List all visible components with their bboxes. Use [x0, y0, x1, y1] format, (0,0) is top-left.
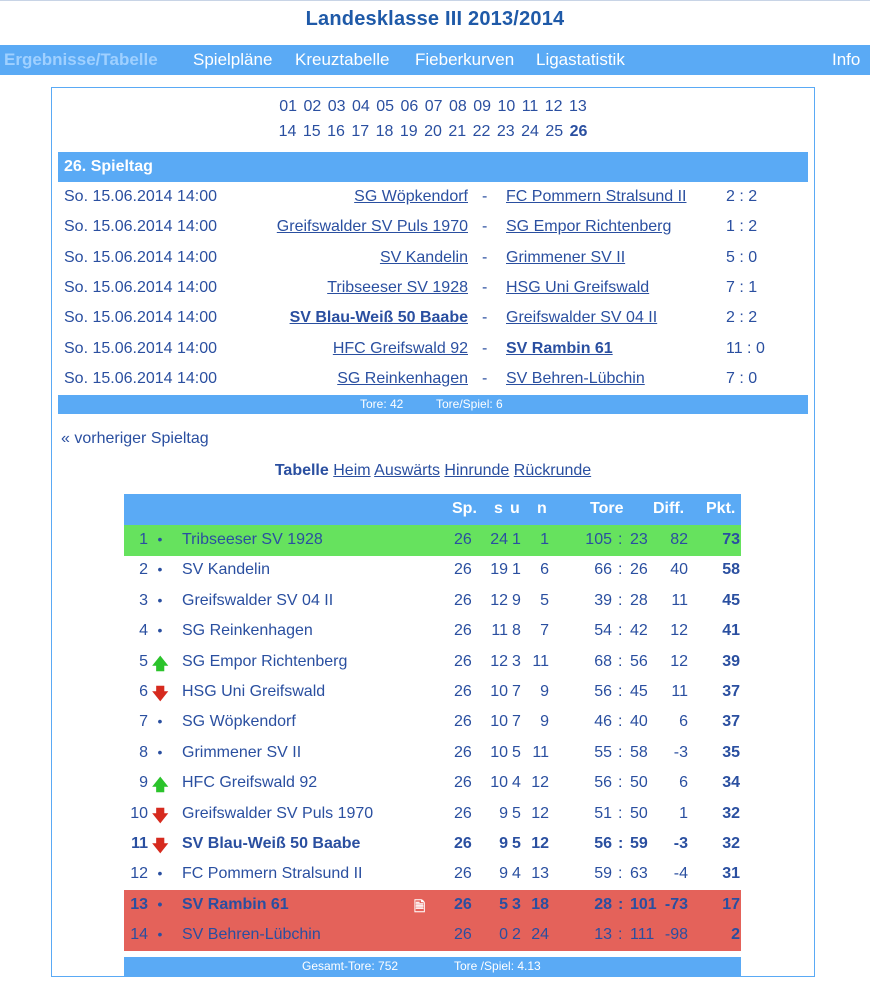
- wins: 10: [490, 683, 508, 700]
- goals-against: 26: [630, 561, 648, 579]
- goals-colon: :: [618, 895, 624, 913]
- previous-matchday-link[interactable]: « vorheriger Spieltag: [61, 430, 209, 447]
- spieltag-footer: [58, 395, 808, 414]
- match-separator: -: [482, 188, 488, 205]
- rank-cell: 2: [139, 561, 148, 579]
- wins: 9: [499, 804, 508, 822]
- goal-difference: -3: [673, 743, 688, 761]
- games-played: 26: [454, 895, 472, 913]
- rank-cell: 11: [131, 835, 148, 852]
- matchday-link-10[interactable]: 10: [497, 98, 516, 115]
- matchday-link-05[interactable]: 05: [376, 98, 394, 115]
- goal-difference: 6: [679, 774, 688, 792]
- rank-cell: 14: [130, 926, 148, 944]
- tab-hinrunde[interactable]: Hinrunde: [444, 462, 510, 479]
- match-row: [58, 365, 808, 395]
- rank-cell: 12: [130, 865, 148, 883]
- match-date: So. 15.06.2014 14:00: [64, 218, 218, 236]
- goal-difference: 6: [679, 713, 688, 731]
- matchday-link-25[interactable]: 25: [545, 123, 564, 140]
- match-separator: -: [482, 369, 488, 387]
- goals-for: 56: [594, 774, 612, 792]
- match-away-team[interactable]: FC Pommern Stralsund II: [506, 188, 687, 205]
- match-row: [58, 274, 808, 304]
- games-played: 26: [454, 622, 472, 640]
- wins: 11: [491, 622, 508, 640]
- games-played: 26: [454, 531, 472, 548]
- match-home-team[interactable]: SV Kandelin: [379, 248, 468, 266]
- dot-icon: •: [157, 926, 163, 943]
- match-result: 2 : 2: [726, 309, 758, 327]
- goals-colon: :: [618, 804, 623, 822]
- goals-against: 40: [630, 713, 648, 731]
- table-row[interactable]: [124, 647, 741, 678]
- games-played: 26: [454, 561, 472, 579]
- rank-cell: 4: [139, 622, 148, 640]
- matchday-link-13[interactable]: 13: [569, 98, 587, 115]
- goal-difference: -3: [673, 835, 688, 852]
- matchday-link-20[interactable]: 20: [424, 123, 442, 140]
- losses: 6: [540, 561, 549, 579]
- match-result: 2 : 2: [726, 188, 758, 205]
- goals-for: 68: [594, 652, 612, 670]
- games-played: 26: [454, 591, 472, 609]
- matchday-link-01[interactable]: 01: [279, 98, 297, 115]
- match-away-team[interactable]: HSG Uni Greifswald: [506, 278, 650, 296]
- match-result: 7 : 1: [726, 278, 758, 296]
- match-date: So. 15.06.2014 14:00: [64, 339, 218, 357]
- goals-colon: :: [618, 774, 623, 792]
- header-sp: Sp.: [452, 500, 477, 517]
- spieltag-goals: Tore: 42: [360, 397, 404, 411]
- goals-against: 50: [630, 774, 648, 792]
- draws: 4: [512, 865, 521, 883]
- wins: 0: [499, 926, 508, 944]
- table-view-tabs: [52, 462, 814, 480]
- goals-colon: :: [618, 531, 623, 548]
- goals-colon: :: [618, 591, 623, 609]
- wins: 9: [499, 865, 508, 883]
- goals-for: 56: [594, 835, 612, 852]
- draws: 1: [512, 561, 521, 579]
- wins: 5: [499, 895, 508, 913]
- losses: 11: [532, 652, 549, 670]
- points: 17: [722, 895, 740, 913]
- draws: 3: [512, 652, 521, 670]
- wins: 24: [490, 531, 508, 548]
- arrow-down-icon: 🡇: [152, 807, 169, 825]
- goals-colon: :: [618, 652, 623, 670]
- goals-against: 111: [630, 926, 655, 944]
- goal-difference: 12: [670, 652, 688, 670]
- points: 39: [722, 652, 740, 670]
- goals-against: 63: [630, 865, 648, 883]
- team-name[interactable]: Grimmener SV II: [182, 743, 302, 761]
- match-date: So. 15.06.2014 14:00: [64, 248, 218, 266]
- rank-cell: 7: [139, 713, 148, 731]
- matchday-link-11[interactable]: 11: [521, 98, 539, 115]
- matchday-link-17[interactable]: 17: [351, 123, 370, 140]
- match-result: 1 : 2: [726, 218, 758, 236]
- goal-difference: 40: [670, 561, 688, 579]
- match-home-team[interactable]: HFC Greifswald 92: [332, 339, 468, 357]
- match-home-team[interactable]: Greifswalder SV Puls 1970: [276, 218, 468, 236]
- match-separator: -: [482, 339, 488, 357]
- nav-info[interactable]: Info: [832, 50, 861, 69]
- match-home-team[interactable]: Tribseeser SV 1928: [327, 278, 468, 296]
- table-row[interactable]: [124, 677, 741, 708]
- points: 73: [722, 531, 740, 548]
- wins: 19: [490, 561, 508, 579]
- table-row[interactable]: [124, 525, 741, 556]
- team-name[interactable]: SG Empor Richtenberg: [182, 652, 348, 670]
- goals-colon: :: [618, 561, 623, 579]
- goal-difference: 82: [670, 531, 688, 548]
- rank-cell: 8: [139, 743, 148, 761]
- nav-spielplaene[interactable]: Spielpläne: [193, 50, 273, 69]
- goals-colon: :: [618, 865, 623, 883]
- dot-icon: •: [157, 561, 163, 578]
- goals-for: 39: [594, 591, 612, 609]
- points: 32: [722, 804, 740, 822]
- goal-difference: 1: [679, 804, 688, 822]
- matchday-link-02[interactable]: 02: [303, 98, 322, 115]
- page-title: Landesklasse III 2013/2014: [305, 8, 565, 30]
- match-home-team[interactable]: SV Blau-Weiß 50 Baabe: [289, 309, 468, 327]
- losses: 12: [531, 835, 549, 852]
- team-name[interactable]: Greifswalder SV Puls 1970: [182, 804, 374, 822]
- match-result: 7 : 0: [726, 369, 758, 387]
- header-tore: Tore: [590, 500, 624, 517]
- games-played: 26: [454, 713, 472, 731]
- goal-difference: 11: [671, 683, 688, 700]
- arrow-down-icon: 🡇: [152, 686, 169, 703]
- matchday-link-03[interactable]: 03: [327, 98, 346, 115]
- match-result: 5 : 0: [726, 248, 758, 266]
- document-icon[interactable]: 🗎: [414, 897, 426, 914]
- match-row: [58, 213, 808, 243]
- rank-cell: 9: [139, 774, 148, 792]
- dot-icon: •: [157, 895, 163, 912]
- tab-auswaerts[interactable]: Auswärts: [374, 462, 440, 479]
- nav-ergebnisse-tabelle[interactable]: Ergebnisse/Tabelle: [4, 50, 158, 69]
- losses: 12: [531, 774, 549, 792]
- match-separator: -: [482, 248, 488, 266]
- dot-icon: •: [157, 622, 163, 639]
- match-date: So. 15.06.2014 14:00: [64, 309, 218, 327]
- team-name[interactable]: SV Kandelin: [182, 561, 271, 579]
- team-name[interactable]: Tribseeser SV 1928: [182, 531, 323, 548]
- goal-difference: -4: [673, 865, 688, 883]
- dot-icon: •: [157, 591, 163, 608]
- table-row[interactable]: [124, 768, 741, 799]
- team-name[interactable]: SG Wöpkendorf: [182, 713, 296, 731]
- games-played: 26: [454, 835, 472, 852]
- match-separator: -: [482, 218, 488, 236]
- points: 37: [722, 683, 740, 700]
- goals-for: 13: [594, 926, 612, 944]
- dot-icon: •: [157, 865, 163, 882]
- match-home-team[interactable]: SG Wöpkendorf: [354, 188, 468, 205]
- team-name[interactable]: HSG Uni Greifswald: [182, 683, 326, 700]
- matchday-link-06[interactable]: 06: [400, 98, 419, 115]
- matchday-selector-row-1: [52, 98, 814, 116]
- matchday-selector-row-2: [52, 123, 814, 141]
- points: 58: [722, 561, 740, 579]
- table-total-goals: Gesamt-Tore: 752: [302, 959, 399, 973]
- goal-difference: -98: [664, 926, 688, 944]
- matchday-link-24[interactable]: 24: [521, 123, 539, 140]
- team-name[interactable]: SV Blau-Weiß 50 Baabe: [182, 835, 361, 852]
- losses: 24: [531, 926, 549, 944]
- matchday-link-18[interactable]: 18: [375, 123, 394, 140]
- table-row[interactable]: [124, 859, 741, 890]
- team-name[interactable]: SG Reinkenhagen: [182, 622, 313, 640]
- nav-fieberkurven[interactable]: Fieberkurven: [415, 50, 515, 69]
- losses: 11: [532, 743, 549, 761]
- dot-icon: •: [157, 531, 163, 547]
- match-row: [58, 304, 808, 334]
- draws: 2: [512, 926, 521, 944]
- matchday-link-23[interactable]: 23: [496, 123, 515, 140]
- match-away-team[interactable]: Greifswalder SV 04 II: [506, 309, 658, 327]
- matchday-link-16[interactable]: 16: [327, 123, 345, 140]
- goals-against: 42: [630, 622, 648, 640]
- dot-icon: •: [157, 713, 163, 730]
- goals-against: 50: [630, 804, 648, 822]
- team-name[interactable]: Greifswalder SV 04 II: [182, 591, 334, 609]
- goal-difference: -73: [664, 895, 688, 913]
- goals-against: 58: [630, 743, 648, 761]
- goals-colon: :: [618, 835, 624, 852]
- table-row[interactable]: [124, 829, 741, 860]
- losses: 7: [540, 622, 549, 640]
- goals-colon: :: [618, 622, 623, 640]
- points: 32: [722, 835, 740, 852]
- goals-against: 45: [630, 683, 648, 700]
- matchday-link-26[interactable]: 26: [569, 123, 588, 140]
- games-played: 26: [454, 743, 472, 761]
- table-footer: [124, 957, 741, 976]
- match-row: [58, 183, 808, 213]
- matchday-link-21[interactable]: 21: [448, 123, 467, 140]
- arrow-up-icon: 🡅: [152, 777, 169, 795]
- draws: 4: [512, 774, 521, 792]
- draws: 5: [512, 835, 521, 852]
- header-u: u: [510, 500, 520, 517]
- match-away-team[interactable]: SG Empor Richtenberg: [506, 218, 672, 236]
- draws: 7: [512, 713, 521, 731]
- losses: 5: [540, 591, 549, 609]
- draws: 5: [512, 743, 521, 761]
- goal-difference: 12: [670, 622, 688, 640]
- spieltag-goals-per-game: Tore/Spiel: 6: [436, 397, 503, 411]
- team-name[interactable]: FC Pommern Stralsund II: [182, 865, 363, 883]
- tab-heim[interactable]: Heim: [333, 462, 371, 479]
- matchday-link-04[interactable]: 04: [351, 98, 370, 115]
- main-nav: [0, 45, 870, 75]
- table-row[interactable]: [124, 920, 741, 951]
- table-header: [124, 494, 741, 525]
- goal-difference: 11: [671, 591, 688, 609]
- match-date: So. 15.06.2014 14:00: [64, 278, 218, 296]
- games-played: 26: [454, 865, 472, 883]
- matchday-link-14[interactable]: 14: [278, 123, 297, 140]
- draws: 9: [512, 591, 521, 609]
- rank-cell: 10: [130, 804, 148, 822]
- match-date: So. 15.06.2014 14:00: [64, 369, 218, 387]
- table-row[interactable]: [124, 738, 741, 769]
- goals-for: 28: [594, 895, 612, 913]
- draws: 7: [512, 683, 521, 700]
- spieltag-header: [58, 152, 808, 182]
- header-s: s: [494, 500, 503, 517]
- goals-for: 46: [594, 713, 612, 731]
- header-n: n: [537, 500, 547, 517]
- goals-for: 51: [594, 804, 612, 822]
- arrow-down-icon: 🡇: [152, 838, 169, 855]
- goals-against: 28: [630, 591, 648, 609]
- match-separator: -: [482, 309, 488, 327]
- points: 35: [722, 743, 740, 761]
- match-away-team[interactable]: SV Rambin 61: [506, 339, 613, 357]
- goals-colon: :: [618, 926, 623, 944]
- goals-for: 105: [585, 531, 612, 548]
- goals-for: 54: [594, 622, 612, 640]
- games-played: 26: [454, 683, 472, 700]
- match-away-team[interactable]: SV Behren-Lübchin: [506, 369, 645, 387]
- wins: 12: [490, 591, 508, 609]
- rank-cell: 6: [139, 683, 148, 700]
- rank-cell: 1: [139, 531, 148, 548]
- goals-colon: :: [618, 683, 623, 700]
- match-home-team[interactable]: SG Reinkenhagen: [337, 369, 468, 387]
- table-row[interactable]: [124, 586, 741, 617]
- header-pkt: Pkt.: [706, 500, 736, 517]
- goals-colon: :: [618, 713, 623, 731]
- tab-tabelle[interactable]: Tabelle: [274, 462, 329, 479]
- table-row[interactable]: [124, 799, 741, 830]
- wins: 12: [490, 652, 508, 670]
- table-row[interactable]: [124, 890, 741, 921]
- goals-against: 59: [630, 835, 648, 852]
- rank-cell: 3: [139, 591, 148, 609]
- table-row[interactable]: [124, 707, 741, 738]
- points: 45: [722, 591, 740, 609]
- team-name[interactable]: SV Rambin 61: [182, 895, 289, 913]
- points: 41: [722, 622, 740, 640]
- arrow-up-icon: 🡅: [152, 655, 169, 673]
- wins: 9: [499, 835, 508, 852]
- tab-rueckrunde[interactable]: Rückrunde: [513, 462, 592, 479]
- match-date: So. 15.06.2014 14:00: [64, 188, 218, 205]
- match-away-team[interactable]: Grimmener SV II: [506, 248, 626, 266]
- matchday-link-15[interactable]: 15: [302, 123, 321, 140]
- games-played: 26: [454, 804, 472, 822]
- wins: 10: [490, 774, 508, 792]
- match-separator: -: [482, 278, 488, 296]
- losses: 9: [540, 713, 549, 731]
- match-row: [58, 335, 808, 365]
- table-row[interactable]: [124, 555, 741, 586]
- match-row: [58, 244, 808, 274]
- rank-cell: 5: [139, 652, 148, 670]
- losses: 9: [540, 683, 549, 700]
- matchday-link-12[interactable]: 12: [544, 98, 563, 115]
- games-played: 26: [454, 926, 472, 944]
- top-border: [0, 0, 870, 1]
- draws: 5: [512, 804, 521, 822]
- points: 37: [722, 713, 740, 731]
- goals-against: 23: [630, 531, 648, 548]
- draws: 1: [512, 531, 521, 548]
- goals-for: 56: [594, 683, 612, 700]
- dot-icon: •: [157, 743, 163, 760]
- header-diff: Diff.: [653, 500, 685, 517]
- losses: 12: [531, 804, 549, 822]
- rank-cell: 13: [130, 895, 148, 913]
- goals-against: 56: [630, 652, 648, 670]
- games-played: 26: [454, 774, 472, 792]
- draws: 8: [512, 622, 521, 640]
- nav-kreuztabelle[interactable]: Kreuztabelle: [295, 50, 390, 69]
- matchday-link-09[interactable]: 09: [473, 98, 491, 115]
- goals-colon: :: [618, 743, 623, 761]
- content-frame: [51, 87, 815, 977]
- losses: 18: [531, 895, 549, 913]
- points: 34: [722, 774, 740, 792]
- points: 31: [722, 865, 740, 883]
- team-name[interactable]: SV Behren-Lübchin: [182, 926, 321, 944]
- goals-against: 101: [630, 895, 657, 913]
- nav-ligastatistik[interactable]: Ligastatistik: [536, 50, 625, 69]
- draws: 3: [512, 895, 521, 913]
- spieltag-heading: 26. Spieltag: [64, 158, 153, 175]
- goals-for: 66: [594, 561, 612, 579]
- wins: 10: [490, 743, 508, 761]
- points: 2: [731, 926, 740, 944]
- table-row[interactable]: [124, 616, 741, 647]
- goals-for: 59: [594, 865, 612, 883]
- matchday-link-22[interactable]: 22: [472, 123, 491, 140]
- team-name[interactable]: HFC Greifswald 92: [182, 774, 318, 792]
- matchday-link-07[interactable]: 07: [424, 98, 443, 115]
- match-result: 11 : 0: [726, 339, 765, 357]
- table-goals-per-game: Tore /Spiel: 4.13: [454, 959, 541, 973]
- losses: 1: [540, 531, 549, 548]
- games-played: 26: [454, 652, 472, 670]
- matchday-link-08[interactable]: 08: [448, 98, 467, 115]
- goals-for: 55: [594, 743, 612, 761]
- matchday-link-19[interactable]: 19: [399, 123, 418, 140]
- losses: 13: [531, 865, 549, 883]
- wins: 10: [490, 713, 508, 731]
